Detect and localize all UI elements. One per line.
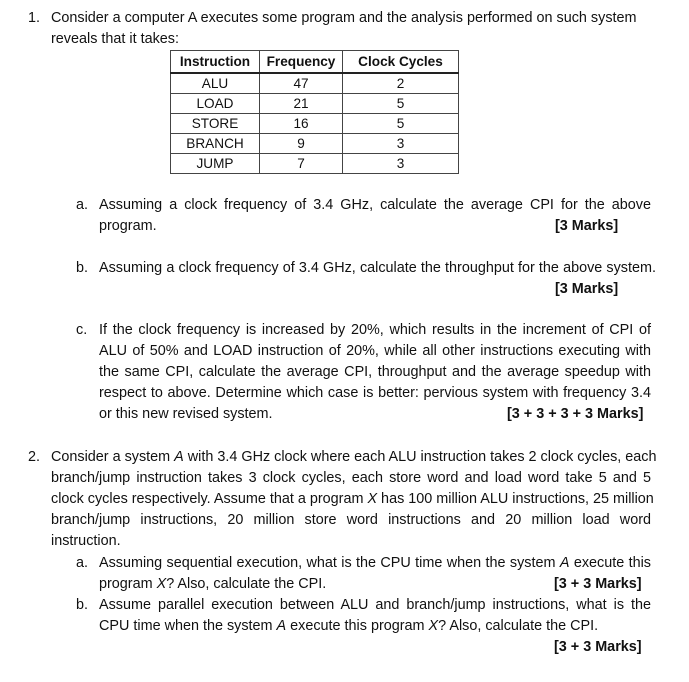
text-run: Assuming sequential execution, what is the CPU time when the system <box>99 555 560 571</box>
instruction-frequency-table <box>170 50 459 174</box>
question-1b-letter: b. <box>76 260 89 276</box>
table-row <box>171 134 459 154</box>
table-cell: 3 <box>343 134 459 154</box>
text-run: program <box>99 576 157 592</box>
question-2a-line1 <box>99 555 651 571</box>
variable-x: X <box>428 618 439 634</box>
variable-x: X <box>367 491 378 507</box>
variable-a: A <box>559 555 570 571</box>
text-run: clock cycles respectively. Assume that a program <box>51 491 368 507</box>
question-1c-line2: ALU of 50% and LOAD instruction of 20%, while all other instructions executing with <box>99 343 651 359</box>
question-2b-line1: Assume parallel execution between ALU and branch/jump instructions, what is the <box>99 597 651 613</box>
question-1c-line3: the same CPI, calculate the average CPI, throughput and the average speedup with <box>99 364 651 380</box>
question-1c-line5: or this new revised system. <box>99 406 273 422</box>
table-header-row <box>171 51 459 74</box>
table-cell: 3 <box>343 154 459 174</box>
question-1b-marks: [3 Marks] <box>555 281 619 297</box>
table-cell: LOAD <box>171 94 260 114</box>
question-2b-letter: b. <box>76 597 89 613</box>
text-run: CPU time when the system <box>99 618 277 634</box>
question-2b-line2 <box>99 618 598 634</box>
question-1c-marks: [3 + 3 + 3 + 3 Marks] <box>507 406 644 422</box>
question-2b-marks: [3 + 3 Marks] <box>554 639 642 655</box>
table-cell: 9 <box>260 134 343 154</box>
question-1c-line4: respect to above. Determine which case is better: pervious system with frequency 3.4 <box>99 385 651 401</box>
table-cell: 7 <box>260 154 343 174</box>
question-1a-line2: program. <box>99 218 157 234</box>
text-run: execute this <box>569 555 651 571</box>
question-1a-line1: Assuming a clock frequency of 3.4 GHz, calculate the average CPI for the above <box>99 197 651 213</box>
table-cell: 16 <box>260 114 343 134</box>
question-2a-line2 <box>99 576 326 592</box>
text-run: Consider a system <box>51 449 175 465</box>
question-1-intro-line1: Consider a computer A executes some program and the analysis performed on such system <box>51 10 637 26</box>
table-header-frequency: Frequency <box>260 51 343 74</box>
table-cell: 21 <box>260 94 343 114</box>
text-run: execute this program <box>286 618 429 634</box>
table-cell: 2 <box>343 73 459 94</box>
variable-a: A <box>276 618 287 634</box>
question-1-intro-line2: reveals that it takes: <box>51 31 179 47</box>
variable-a: A <box>174 449 184 465</box>
question-2a-letter: a. <box>76 555 89 571</box>
question-1a-marks: [3 Marks] <box>555 218 619 234</box>
question-1c-letter: c. <box>76 322 88 338</box>
question-1c-line1: If the clock frequency is increased by 20%, which results in the increment of CPI of <box>99 322 651 338</box>
table-cell: BRANCH <box>171 134 260 154</box>
table-cell: JUMP <box>171 154 260 174</box>
variable-x: X <box>156 576 167 592</box>
text-run: ? Also, calculate the CPI. <box>438 618 599 634</box>
table-cell: 47 <box>260 73 343 94</box>
table-cell: 5 <box>343 94 459 114</box>
table-cell: 5 <box>343 114 459 134</box>
table-row <box>171 73 459 94</box>
question-2a-marks: [3 + 3 Marks] <box>554 576 642 592</box>
question-2-line5: instruction. <box>51 533 121 549</box>
table-row <box>171 94 459 114</box>
question-2-line2: branch/jump instruction takes 3 clock cycles, each store word and load word take 5 and 5 <box>51 470 651 486</box>
table-row <box>171 114 459 134</box>
table-cell: STORE <box>171 114 260 134</box>
question-2-line4: branch/jump instructions, 20 million store word instructions and 20 million load word <box>51 512 651 528</box>
question-2-line3 <box>51 491 654 507</box>
table-header-instruction: Instruction <box>171 51 260 74</box>
text-run: ? Also, calculate the CPI. <box>166 576 327 592</box>
table-header-clock-cycles: Clock Cycles <box>343 51 459 74</box>
question-1b-line1: Assuming a clock frequency of 3.4 GHz, calculate the throughput for the above system. <box>99 260 656 276</box>
question-2-number: 2. <box>28 449 41 465</box>
table-cell: ALU <box>171 73 260 94</box>
text-run: with 3.4 GHz clock where each ALU instruction takes 2 clock cycles, each <box>183 449 657 465</box>
text-run: has 100 million ALU instructions, 25 million <box>377 491 654 507</box>
question-2-line1 <box>51 449 657 465</box>
question-1a-letter: a. <box>76 197 89 213</box>
table-row <box>171 154 459 174</box>
question-1-number: 1. <box>28 10 41 26</box>
